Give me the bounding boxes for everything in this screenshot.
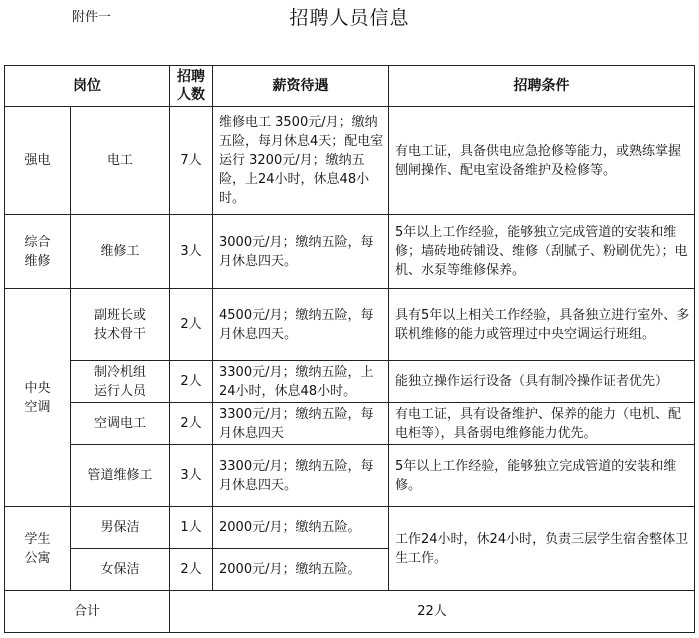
salary-cell: 2000元/月；缴纳五险。 — [213, 549, 389, 591]
count-cell: 3人 — [170, 445, 213, 507]
category-cell: 学生 公寓 — [5, 507, 71, 591]
requirements-cell: 5年以上工作经验，能够独立完成管道的安装和维修。 — [389, 445, 695, 507]
requirements-cell: 5年以上工作经验，能够独立完成管道的安装和维修；墙砖地砖铺设、维修（刮腻子、粉刷优先）；电机、水泵等维修保养。 — [389, 215, 695, 289]
job-cell: 空调电工 — [71, 403, 170, 445]
job-cell: 副班长或 技术骨干 — [71, 289, 170, 361]
category-cell: 中央 空调 — [5, 289, 71, 507]
salary-cell: 2000元/月；缴纳五险。 — [213, 507, 389, 549]
job-cell: 制冷机组 运行人员 — [71, 361, 170, 403]
job-cell: 女保洁 — [71, 549, 170, 591]
salary-cell: 3300元/月；缴纳五险，上24小时，休息48小时。 — [213, 361, 389, 403]
header-position: 岗位 — [5, 66, 170, 107]
requirements-cell: 能独立操作运行设备（具有制冷操作证者优先） — [389, 361, 695, 403]
job-cell: 电工 — [71, 107, 170, 215]
table-row — [5, 403, 695, 445]
salary-cell: 3300元/月；缴纳五险，每月休息四天。 — [213, 445, 389, 507]
job-cell: 维修工 — [71, 215, 170, 289]
count-cell: 3人 — [170, 215, 213, 289]
requirements-cell: 有电工证，具有设备维护、保养的能力（电机、配电柜等），具备弱电维修能力优先。 — [389, 403, 695, 445]
category-cell: 综合 维修 — [5, 215, 71, 289]
job-cell: 男保洁 — [71, 507, 170, 549]
total-label: 合计 — [5, 591, 170, 633]
count-cell: 2人 — [170, 549, 213, 591]
recruitment-table — [4, 65, 695, 633]
count-cell: 1人 — [170, 507, 213, 549]
table-row — [5, 445, 695, 507]
table-row — [5, 215, 695, 289]
table-header-row — [5, 66, 695, 107]
attachment-label: 附件一 — [72, 10, 112, 25]
table-row — [5, 507, 695, 549]
requirements-cell: 具有5年以上相关工作经验，具备独立进行室外、多联机维修的能力或管理过中央空调运行班组。 — [389, 289, 695, 361]
job-cell: 管道维修工 — [71, 445, 170, 507]
total-value: 22人 — [170, 591, 695, 633]
requirements-cell: 工作24小时，休24小时，负责三层学生宿舍整体卫生工作。 — [389, 507, 695, 591]
table-row — [5, 107, 695, 215]
table-row — [5, 361, 695, 403]
salary-cell: 3000元/月；缴纳五险，每月休息四天。 — [213, 215, 389, 289]
table-row — [5, 289, 695, 361]
header-count: 招聘 人数 — [170, 66, 213, 107]
header-salary: 薪资待遇 — [213, 66, 389, 107]
salary-cell: 4500元/月；缴纳五险，每月休息四天。 — [213, 289, 389, 361]
count-cell: 2人 — [170, 289, 213, 361]
page-title: 招聘人员信息 — [289, 7, 410, 29]
requirements-cell: 有电工证，具备供电应急抢修等能力，或熟练掌握刨闸操作、配电室设备维护及检修等。 — [389, 107, 695, 215]
count-cell: 2人 — [170, 403, 213, 445]
header-requirements: 招聘条件 — [389, 66, 695, 107]
count-cell: 7人 — [170, 107, 213, 215]
category-cell: 强电 — [5, 107, 71, 215]
salary-cell: 3300元/月；缴纳五险，每月休息四天 — [213, 403, 389, 445]
total-row — [5, 591, 695, 633]
count-cell: 2人 — [170, 361, 213, 403]
salary-cell: 维修电工 3500元/月；缴纳五险，每月休息4天；配电室运行 3200元/月；缴纳五险，上24小时，休息48小时。 — [213, 107, 389, 215]
